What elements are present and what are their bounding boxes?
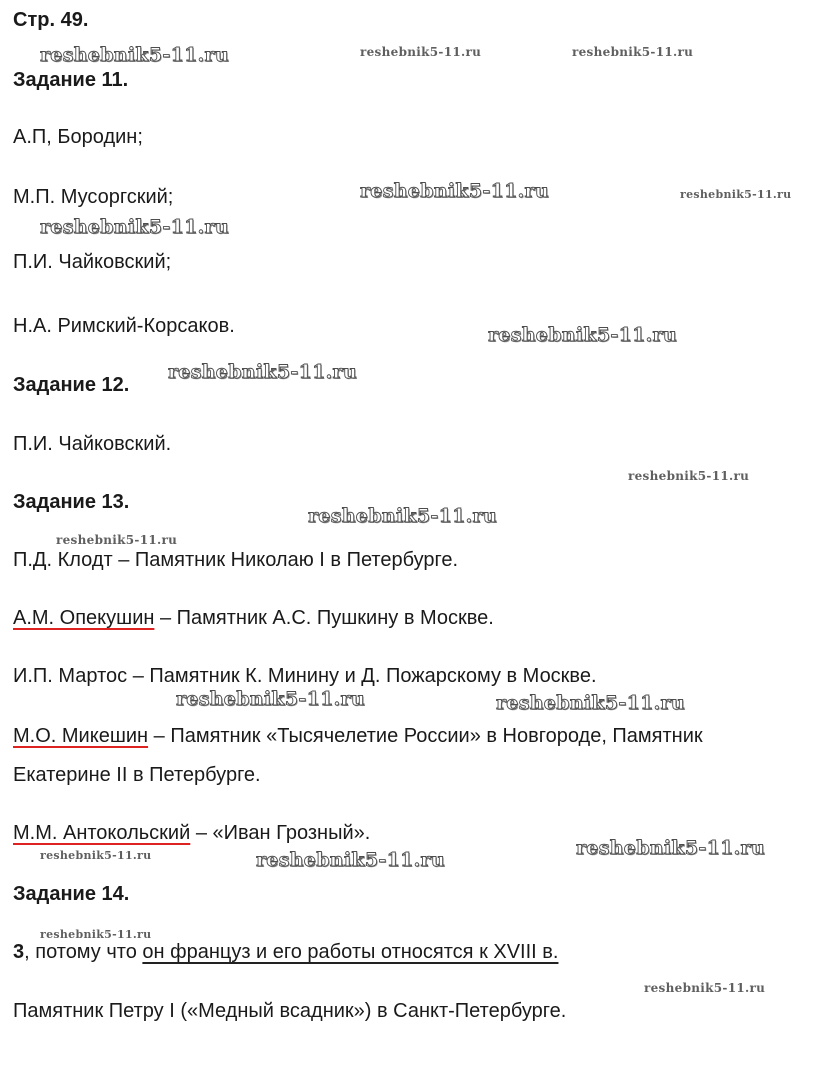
task-13-line-klodt: П.Д. Клодт – Памятник Николаю I в Петербурге. xyxy=(13,549,459,571)
page-heading: Стр. 49. xyxy=(13,9,89,31)
task-13-title: Задание 13. xyxy=(13,491,130,513)
task-13-line-martos: И.П. Мартос – Памятник К. Минину и Д. Пожарскому в Москве. xyxy=(13,665,597,687)
watermark: reshebnik5-11.ru xyxy=(576,837,765,859)
task-13-line-mikeshin xyxy=(13,724,703,748)
watermark: reshebnik5-11.ru xyxy=(360,45,482,59)
task-14-reason: он француз и его работы относятся к XVIII в. xyxy=(142,941,559,963)
task-13-line-opekushin xyxy=(13,606,494,630)
task-11-answer-2: М.П. Мусоргский; xyxy=(13,186,174,208)
watermark: reshebnik5-11.ru xyxy=(360,180,549,202)
task-13-line-antokolsky xyxy=(13,821,370,845)
name-mikeshin: М.О. Микешин xyxy=(13,725,149,747)
task-14-number: 3 xyxy=(13,941,25,963)
watermark: reshebnik5-11.ru xyxy=(488,324,677,346)
task-14-monument: Памятник Петру I («Медный всадник») в Санкт-Петербурге. xyxy=(13,1000,567,1022)
watermark: reshebnik5-11.ru xyxy=(40,44,229,66)
watermark: reshebnik5-11.ru xyxy=(308,505,497,527)
task-11-answer-1: А.П, Бородин; xyxy=(13,126,143,148)
line-opekushin-rest: – Памятник А.С. Пушкину в Москве. xyxy=(154,607,494,629)
watermark: reshebnik5-11.ru xyxy=(40,928,152,941)
watermark: reshebnik5-11.ru xyxy=(40,216,229,238)
task-13-line-mikeshin-cont: Екатерине II в Петербурге. xyxy=(13,764,261,786)
line-antokolsky-rest: – «Иван Грозный». xyxy=(190,822,371,844)
name-antokolsky: М.М. Антокольский xyxy=(13,822,191,844)
watermark: reshebnik5-11.ru xyxy=(176,688,365,710)
line-mikeshin-rest: – Памятник «Тысячелетие России» в Новгороде, Памятник xyxy=(148,725,703,747)
task-11-answer-3: П.И. Чайковский; xyxy=(13,251,172,273)
task-12-answer: П.И. Чайковский. xyxy=(13,433,172,455)
watermark: reshebnik5-11.ru xyxy=(572,45,694,59)
watermark: reshebnik5-11.ru xyxy=(680,188,792,201)
watermark: reshebnik5-11.ru xyxy=(496,692,685,714)
task-14-connector: , потому что xyxy=(24,941,143,963)
watermark: reshebnik5-11.ru xyxy=(644,981,766,995)
task-11-title: Задание 11. xyxy=(13,69,129,91)
watermark: reshebnik5-11.ru xyxy=(256,849,445,871)
task-12-title: Задание 12. xyxy=(13,374,130,396)
name-opekushin: А.М. Опекушин xyxy=(13,607,155,629)
task-14-title: Задание 14. xyxy=(13,883,130,905)
watermark: reshebnik5-11.ru xyxy=(56,533,178,547)
watermark: reshebnik5-11.ru xyxy=(168,361,357,383)
task-11-answer-4: Н.А. Римский-Корсаков. xyxy=(13,315,235,337)
watermark: reshebnik5-11.ru xyxy=(628,469,750,483)
watermark: reshebnik5-11.ru xyxy=(40,849,152,862)
task-14-answer xyxy=(13,940,558,964)
